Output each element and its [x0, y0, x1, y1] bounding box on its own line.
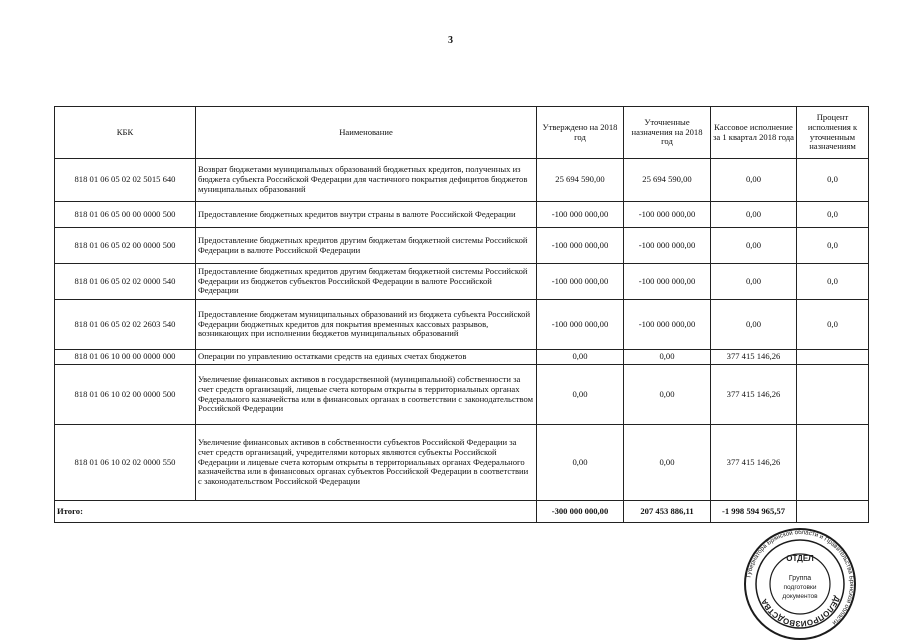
stamp-top-word: ОТДЕЛ: [786, 554, 814, 563]
header-percent: Процент исполнения к уточненным назначениям: [797, 107, 869, 159]
executed-cell: 0,00: [711, 264, 797, 300]
executed-cell: 377 415 146,26: [711, 425, 797, 501]
table-row: [55, 228, 869, 264]
name-cell: Предоставление бюджетам муниципальных образований из бюджета субъекта Российской Федерации бюджетных кредитов для покрытия временных кассовых разрывов, возникающих при исполнении бюджетов муниципальных образований: [196, 300, 537, 350]
revised-cell: 0,00: [624, 425, 711, 501]
percent-cell: 0,0: [797, 300, 869, 350]
name-cell: Операции по управлению остатками средств на единых счетах бюджетов: [196, 350, 537, 365]
name-cell: Предоставление бюджетных кредитов внутри страны в валюте Российской Федерации: [196, 202, 537, 228]
name-cell: Увеличение финансовых активов в государственной (муниципальной) собственности за счет средств организаций, лицевые счета которым открыты в территориальных органах Федерального казначейства или в финансовых органах в соответствии с законодательством Российской Федерации: [196, 365, 537, 425]
table-row: [55, 202, 869, 228]
percent-cell: [797, 425, 869, 501]
executed-cell: 0,00: [711, 202, 797, 228]
approved-cell: 25 694 590,00: [537, 159, 624, 202]
stamp-center-line: Группа: [788, 575, 812, 582]
executed-cell: 0,00: [711, 228, 797, 264]
total-approved: -300 000 000,00: [537, 501, 624, 523]
revised-cell: 25 694 590,00: [624, 159, 711, 202]
kbk-cell: 818 01 06 10 00 00 0000 000: [55, 350, 196, 365]
table-row: [55, 300, 869, 350]
header-approved: Утверждено на 2018 год: [537, 107, 624, 159]
kbk-cell: 818 01 06 10 02 00 0000 500: [55, 365, 196, 425]
percent-cell: 0,0: [797, 159, 869, 202]
executed-cell: 377 415 146,26: [711, 350, 797, 365]
table-row: [55, 350, 869, 365]
revised-cell: -100 000 000,00: [624, 264, 711, 300]
total-revised: 207 453 886,11: [624, 501, 711, 523]
total-label: Итого:: [55, 501, 537, 523]
percent-cell: [797, 350, 869, 365]
table-row: [55, 159, 869, 202]
table-row: [55, 264, 869, 300]
kbk-cell: 818 01 06 05 00 00 0000 500: [55, 202, 196, 228]
approved-cell: -100 000 000,00: [537, 202, 624, 228]
percent-cell: [797, 365, 869, 425]
revised-cell: -100 000 000,00: [624, 228, 711, 264]
header-name: Наименование: [196, 107, 537, 159]
approved-cell: 0,00: [537, 425, 624, 501]
stamp-ring-text: ДЕЛОПРОИЗВОДСТВА: [759, 594, 842, 629]
name-cell: Предоставление бюджетных кредитов другим бюджетам бюджетной системы Российской Федерации из бюджетов субъектов Российской Федерации в валюте Российской Федерации: [196, 264, 537, 300]
stamp-center-line: подготовки: [783, 584, 817, 591]
kbk-cell: 818 01 06 05 02 00 0000 500: [55, 228, 196, 264]
approved-cell: 0,00: [537, 350, 624, 365]
executed-cell: 377 415 146,26: [711, 365, 797, 425]
table-row: [55, 425, 869, 501]
budget-execution-table: [54, 106, 869, 523]
percent-cell: 0,0: [797, 264, 869, 300]
header-revised: Уточненные назначения на 2018 год: [624, 107, 711, 159]
executed-cell: 0,00: [711, 159, 797, 202]
approved-cell: -100 000 000,00: [537, 300, 624, 350]
stamp-outer-text: Губернатора Брянской области и Правительства Брянской области: [745, 528, 856, 627]
percent-cell: 0,0: [797, 202, 869, 228]
stamp-center-line: документов: [782, 593, 818, 600]
header-executed: Кассовое исполнение за 1 квартал 2018 года: [711, 107, 797, 159]
office-stamp: [735, 528, 865, 640]
table-row: [55, 365, 869, 425]
total-executed: -1 998 594 965,57: [711, 501, 797, 523]
revised-cell: -100 000 000,00: [624, 300, 711, 350]
name-cell: Увеличение финансовых активов в собственности субъектов Российской Федерации за счет средств организаций, учредителями которых являются субъекты Российской Федерации и лицевые счета которым открыты в территориальных органах Федерального казначейства или в финансовых органах субъектов Российской Федерации в соответствии с законодательством Российской Федерации: [196, 425, 537, 501]
executed-cell: 0,00: [711, 300, 797, 350]
kbk-cell: 818 01 06 10 02 02 0000 550: [55, 425, 196, 501]
approved-cell: -100 000 000,00: [537, 228, 624, 264]
kbk-cell: 818 01 06 05 02 02 2603 540: [55, 300, 196, 350]
name-cell: Предоставление бюджетных кредитов другим бюджетам бюджетной системы Российской Федерации в валюте Российской Федерации: [196, 228, 537, 264]
name-cell: Возврат бюджетами муниципальных образований бюджетных кредитов, полученных из бюджета субъекта Российской Федерации для частичного покрытия дефицитов бюджетов муниципальных образований: [196, 159, 537, 202]
total-percent: [797, 501, 869, 523]
kbk-cell: 818 01 06 05 02 02 0000 540: [55, 264, 196, 300]
percent-cell: 0,0: [797, 228, 869, 264]
page-number: 3: [448, 35, 453, 46]
header-kbk: КБК: [55, 107, 196, 159]
approved-cell: 0,00: [537, 365, 624, 425]
total-row: [55, 501, 869, 523]
revised-cell: 0,00: [624, 350, 711, 365]
revised-cell: -100 000 000,00: [624, 202, 711, 228]
header-row: [55, 107, 869, 159]
approved-cell: -100 000 000,00: [537, 264, 624, 300]
kbk-cell: 818 01 06 05 02 02 5015 640: [55, 159, 196, 202]
revised-cell: 0,00: [624, 365, 711, 425]
